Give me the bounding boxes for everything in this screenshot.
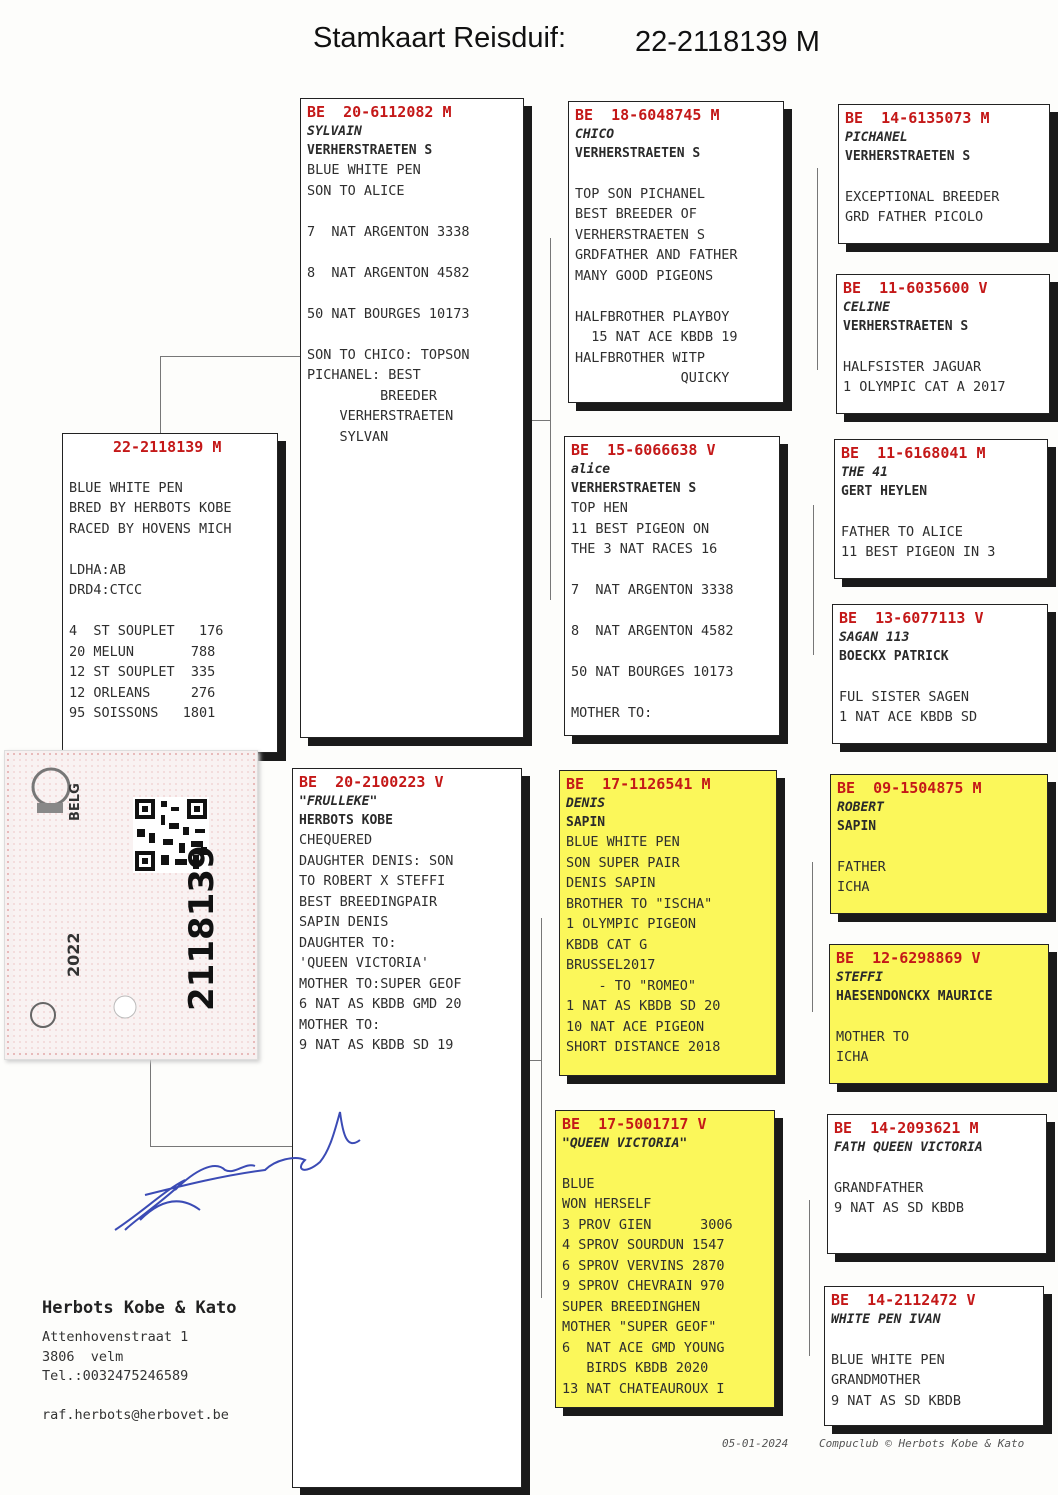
pedigree-box-mm [555,1110,775,1408]
note-line: GRDFATHER AND FATHER [575,247,738,263]
connector [541,918,542,1298]
ring-number: BE 12-6298869 V [836,949,981,967]
note-line: BROTHER TO "ISCHA" [566,895,713,912]
ring-number: 22-2118139 M [113,438,222,456]
note-line: HALFBROTHER PLAYBOY [575,308,730,325]
ring-hole [114,996,136,1018]
notes [836,1006,1042,1068]
ring-number: BE 09-1504875 M [837,779,982,797]
pigeon-name: alice [571,462,611,477]
note-line [836,1006,1042,1027]
note-line: BRUSSEL2017 [566,957,656,973]
owner-name: VERHERSTRAETEN S [575,146,701,161]
note-line [575,163,777,184]
note-line: 8 NAT ARGENTON 4582 [571,623,734,639]
notes [575,163,777,389]
note-line: TO ROBERT X STEFFI [299,873,446,889]
pedigree-box-fmm [832,604,1048,744]
crest-icon [31,1003,55,1027]
connector [813,505,814,655]
pedigree-box-fm [564,436,780,736]
connector [525,420,550,421]
note-line: 11 BEST PIGEON ON [571,520,710,537]
note-line: FUL SISTER SAGEN [839,688,970,705]
note-line: 'QUEEN VICTORIA' [299,955,430,971]
note-line: 6 NAT AS KBDB GMD 20 [299,996,462,1012]
pedigree-box-mfm [829,944,1049,1084]
note-line: 9 NAT AS SD KBDB [831,1392,962,1409]
note-line: ICHA [837,879,870,895]
note-line [69,601,271,622]
note-line: GRANDMOTHER [831,1372,921,1388]
note-line [571,560,773,581]
note-line: RACED BY HOVENS MICH [69,520,232,537]
owner-name: HERBOTS KOBE [299,813,393,828]
note-line: 15 NAT ACE KBDB 19 [575,329,738,345]
note-line: 95 SOISSONS 1801 [69,705,216,721]
ring-number: BE 11-6035600 V [843,279,988,297]
note-line: BRED BY HERBOTS KOBE [69,500,232,516]
breeder-name: Herbots Kobe & Kato [42,1298,237,1318]
note-line: SON TO CHICO: TOPSON [307,346,470,363]
owner-name: VERHERSTRAETEN S [843,319,969,334]
notes [571,498,773,724]
note-line: SAPIN DENIS [299,914,389,930]
print-date: 05-01-2024 [722,1437,789,1450]
ring-number: BE 14-6135073 M [845,109,990,127]
note-line: MOTHER "SUPER GEOF" [562,1319,717,1335]
connector [817,168,818,370]
connector [160,356,300,357]
owner-name: HAESENDONCKX MAURICE [836,989,993,1004]
pedigree-box-mmf [827,1114,1047,1254]
note-line [307,242,517,263]
notes [831,1329,1037,1411]
note-line [571,601,773,622]
note-line: FATHER TO ALICE [841,523,963,540]
connector [528,1060,541,1061]
pedigree-box-ff [568,101,784,403]
note-line: BREEDER [307,387,438,404]
page-title: Stamkaart Reisduif: 22-2118139 M [313,22,820,58]
note-line: 6 NAT ACE GMD YOUNG [562,1339,725,1356]
note-line: BLUE WHITE PEN [307,162,421,178]
note-line: 12 ORLEANS 276 [69,684,216,701]
connector [812,862,813,1012]
owner-name: GERT HEYLEN [841,484,928,499]
note-line: DRD4:CTCC [69,582,143,598]
note-line [307,283,517,304]
owner-name: BOECKX PATRICK [839,649,949,664]
note-line: DAUGHTER TO: [299,934,397,951]
note-line: SON TO ALICE [307,182,405,199]
note-line: MOTHER TO: [571,705,653,721]
note-line: FATHER [837,858,886,875]
ring-number: BE 17-5001717 V [562,1115,707,1133]
note-line: GRANDFATHER [834,1179,924,1196]
title-ring-number: 22-2118139 M [635,26,820,58]
pedigree-box-fmf [834,439,1048,579]
pigeon-name: SAGAN 113 [839,630,910,645]
note-line: 9 SPROV CHEVRAIN 970 [562,1278,725,1294]
ring-number: BE 13-6077113 V [839,609,984,627]
note-line: WON HERSELF [562,1196,652,1212]
pigeon-name: "QUEEN VICTORIA" [562,1136,688,1151]
note-line: 20 MELUN 788 [69,643,216,660]
note-line: 9 NAT AS KBDB SD 19 [299,1037,454,1053]
note-line: MOTHER TO:SUPER GEOF [299,975,462,992]
note-line: MOTHER TO [836,1028,910,1045]
pigeon-name: CELINE [843,300,890,315]
note-line: 6 SPROV VERVINS 2870 [562,1257,725,1274]
note-line: BLUE [562,1175,595,1192]
ring-number: BE 18-6048745 M [575,106,720,124]
note-line: 13 NAT CHATEAUROUX I [562,1380,725,1397]
note-line: ICHA [836,1049,869,1065]
pedigree-box-mmm [824,1286,1044,1426]
note-line: BEST BREEDER OF [575,206,697,222]
note-line: DENIS SAPIN [566,875,656,891]
connector [809,1200,810,1356]
ring-number: BE 17-1126541 M [566,775,711,793]
note-line: VERHERSTRAETEN [307,408,454,424]
note-line: 12 ST SOUPLET 335 [69,664,216,680]
pigeon-name: "FRULLEKE" [299,794,378,809]
note-line [571,642,773,663]
note-line: 1 NAT AS KBDB SD 20 [566,998,721,1014]
pigeon-name: FATH QUEEN VICTORIA [834,1140,983,1155]
note-line: MOTHER TO: [299,1016,381,1033]
logo-icon [33,769,69,805]
note-line: 4 ST SOUPLET 176 [69,623,224,639]
owner-name: VERHERSTRAETEN S [307,143,433,158]
notes [562,1153,768,1399]
note-line [571,683,773,704]
note-line: HALFBROTHER WITP [575,349,706,366]
note-line: raf.herbots@herbovet.be [42,1407,229,1423]
note-line [307,201,517,222]
note-line: 7 NAT ARGENTON 3338 [571,582,734,598]
note-line: 4 SPROV SOURDUN 1547 [562,1237,725,1253]
notes [307,160,517,447]
note-line [843,336,1043,357]
note-line [831,1329,1037,1350]
notes [834,1157,1040,1219]
note-line [841,501,1041,522]
note-line: LDHA:AB [69,561,126,578]
notes [841,501,1041,563]
connector [160,356,161,434]
note-line [845,166,1043,187]
note-line: 10 NAT ACE PIGEON [566,1018,705,1035]
note-line: 1 OLYMPIC PIGEON [566,916,697,932]
breeder-contact [42,1298,236,1426]
pigeon-name: ROBERT [837,800,884,815]
notes [837,836,1041,898]
note-line: Tel.:0032475246589 [42,1368,189,1384]
note-line: 50 NAT BOURGES 10173 [571,664,734,680]
breeder-address [42,1328,236,1426]
note-line: - TO "ROMEO" [566,977,697,994]
pigeon-name: STEFFI [836,970,883,985]
note-line: TOP HEN [571,500,628,516]
note-line: QUICKY [575,370,730,386]
pedigree-box-ffm [836,274,1050,414]
pigeon-name: PICHANEL [845,130,908,145]
note-line [839,666,1041,687]
note-line: SUPER BREEDINGHEN [562,1298,701,1315]
note-line: 8 NAT ARGENTON 4582 [307,264,470,281]
pigeon-name: CHICO [575,127,615,142]
note-line: 3 PROV GIEN 3006 [562,1216,733,1233]
pedigree-box-subject [62,433,278,753]
note-line [834,1157,1040,1178]
note-line: 1 NAT ACE KBDB SD [839,709,978,725]
country-label: BELG [68,783,83,821]
pedigree-box-fff [838,104,1050,244]
connector [550,238,551,600]
note-line [837,836,1041,857]
notes [843,336,1043,398]
note-line: THE 3 NAT RACES 16 [571,541,718,557]
note-line [307,324,517,345]
note-line: 1 OLYMPIC CAT A 2017 [843,379,1006,395]
note-line: BIRDS KBDB 2020 [562,1360,709,1376]
pedigree-box-mf [559,770,777,1076]
pigeon-name: WHITE PEN IVAN [831,1312,941,1327]
notes [845,166,1043,228]
owner-name: VERHERSTRAETEN S [845,149,971,164]
note-line: CHEQUERED [299,832,373,848]
pigeon-name: THE 41 [841,465,888,480]
pigeon-name: SYLVAIN [307,124,362,139]
note-line: KBDB CAT G [566,936,648,953]
ring-card-number: 2118139 [182,845,222,1011]
footer-credit: Compuclub © Herbots Kobe & Kato [819,1437,1025,1450]
note-line [562,1153,768,1174]
note-line: BLUE WHITE PEN [69,479,183,496]
signature [105,1100,375,1250]
note-line [69,539,271,560]
pedigree-box-father [300,98,524,738]
pedigree-box-mff [830,774,1048,914]
note-line: 11 BEST PIGEON IN 3 [841,544,996,560]
note-line: 50 NAT BOURGES 10173 [307,305,470,322]
ring-card-graphic [5,751,257,1059]
note-line: Attenhovenstraat 1 [42,1329,189,1345]
note-line: BLUE WHITE PEN [566,834,680,850]
note-line [42,1387,236,1407]
ring-number: BE 11-6168041 M [841,444,986,462]
owner-name: SAPIN [566,815,606,830]
note-line: TOP SON PICHANEL [575,185,706,202]
note-line [69,457,271,478]
note-line: SYLVAN [307,428,389,445]
note-line: MANY GOOD PIGEONS [575,267,714,284]
notes [69,457,271,724]
owner-name: SAPIN [837,819,877,834]
ring-ownership-card [4,750,258,1060]
ring-number: BE 14-2093621 M [834,1119,979,1137]
owner-name: VERHERSTRAETEN S [571,481,697,496]
ring-number: BE 20-2100223 V [299,773,444,791]
ring-number: BE 14-2112472 V [831,1291,976,1309]
note-line: SHORT DISTANCE 2018 [566,1039,721,1055]
note-line: PICHANEL: BEST [307,367,421,383]
note-line: BLUE WHITE PEN [831,1351,945,1368]
note-line: GRD FATHER PICOLO [845,209,984,225]
note-line: VERHERSTRAETEN S [575,226,706,243]
note-line: HALFSISTER JAGUAR [843,358,982,375]
note-line [575,286,777,307]
note-line: SON SUPER PAIR [566,854,680,871]
notes [299,830,515,1056]
ring-number: BE 20-6112082 M [307,103,452,121]
pigeon-name: DENIS [566,796,606,811]
notes [839,666,1041,728]
ring-number: BE 15-6066638 V [571,441,716,459]
note-line: EXCEPTIONAL BREEDER [845,188,1000,205]
note-line: 3806 velm [42,1348,124,1365]
note-line: BEST BREEDINGPAIR [299,893,438,910]
note-line: DAUGHTER DENIS: SON [299,852,454,869]
ring-year: 2022 [64,932,83,977]
note-line: 9 NAT AS SD KBDB [834,1200,965,1216]
notes [566,832,770,1058]
note-line: 7 NAT ARGENTON 3338 [307,223,470,240]
